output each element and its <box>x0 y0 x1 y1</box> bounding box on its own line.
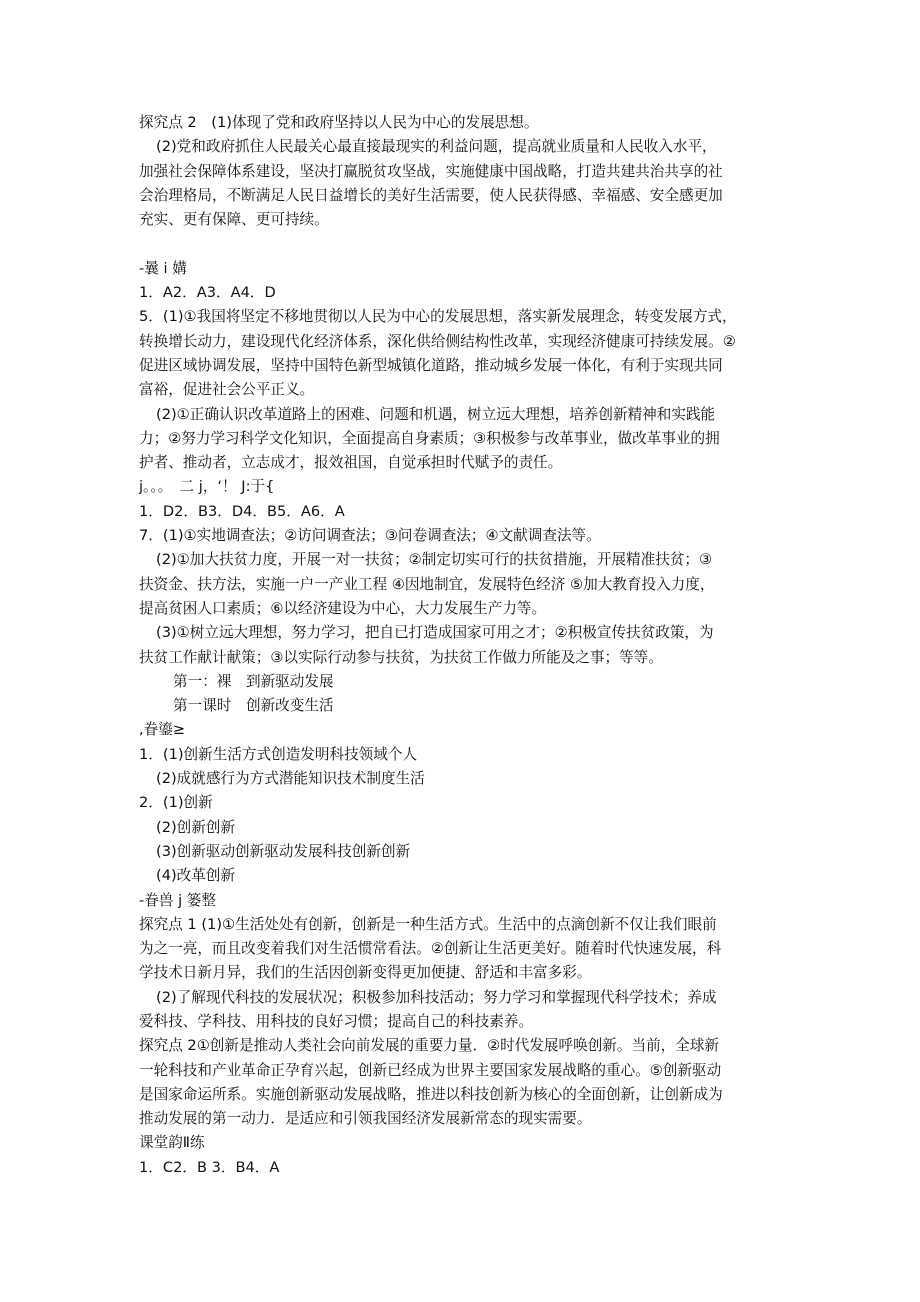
answer-line: 2．(1)创新 <box>139 794 213 812</box>
text-line: 是国家命运所系。实施创新驱动发展战略，推进以科技创新为核心的全面创新，让创新成为 <box>139 1085 723 1103</box>
text-line: 提高贫困人口素质；⑥以经济建设为中心，大力发展生产力等。 <box>139 599 547 617</box>
text-line: 扶贫工作献计献策；③以实际行动参与扶贫，为扶贫工作做力所能及之事；等等。 <box>139 648 663 666</box>
text-line: 推动发展的第一动力．是适应和引领我国经济发展新常态的现实需要。 <box>139 1110 592 1128</box>
blank-line <box>139 232 782 256</box>
document-body <box>139 111 782 1180</box>
section-heading: j。。。 二 j，‘！ J:于{ <box>139 478 275 496</box>
answer-line: (3)创新驱动创新驱动发展科技创新创新 <box>156 842 411 860</box>
text-line: (2)了解现代科技的发展状况；积极参加科技活动；努力学习和掌握现代科学技术；养成 <box>156 988 717 1006</box>
text-line: 学技术日新月异，我们的生活因创新变得更加便捷、舒适和丰富多彩。 <box>139 964 592 982</box>
text-line: 一轮科技和产业革命正孕育兴起，创新已经成为世界主要国家发展战略的重心。⑤创新驱动 <box>139 1061 722 1079</box>
section-heading: ,眷鎏≥ <box>139 721 186 739</box>
answer-line: 1．C2．B 3．B4．A <box>139 1158 280 1176</box>
unit-title: 第一：裸 到新驱动发展 <box>173 672 334 690</box>
text-line: (2)①加大扶贫力度，开展一对一扶贫；②制定切实可行的扶贫措施，开展精准扶贫；③ <box>156 551 713 569</box>
section-heading: -眷兽 j 篓整 <box>139 891 216 909</box>
section-heading: -曩 i 媾 <box>139 259 187 277</box>
text-line: (3)①树立远大理想，努力学习，把自已打造成国家可用之才；②积极宣传扶贫政策，为 <box>156 624 714 642</box>
text-line: 5．(1)①我国将坚定不移地贯彻以人民为中心的发展思想，落实新发展理念，转变发展方式， <box>139 308 737 326</box>
answer-line: (2)创新创新 <box>156 818 236 836</box>
text-line: 7．(1)①实地调查法；②访问调查法；③问卷调查法；④文献调查法等。 <box>139 527 601 545</box>
text-line: 加强社会保障体系建设，坚决打赢脱贫攻坚战，实施健康中国战略，打造共建共治共享的社 <box>139 162 723 180</box>
answer-line: 1．(1)创新生活方式创造发明科技领域个人 <box>139 745 418 763</box>
text-line: 为之一亮，而且改变着我们对生活惯常看法。②创新让生活更美好。随着时代快速发展，科 <box>139 940 722 958</box>
answer-line: (4)改革创新 <box>156 867 236 885</box>
text-line: 护者、推动者，立志成才，报效祖国，自觉承担时代赋予的责任。 <box>139 454 563 472</box>
text-line: 会治理格局，不断满足人民日益增长的美好生活需要，使人民获得感、幸福感、安全感更加 <box>139 186 723 204</box>
text-line: 探究点 2①创新是推动人类社会向前发展的重要力量．②时代发展呼唤创新。当前，全球新 <box>139 1037 720 1055</box>
text-line: 力；②努力学习科学文化知识，全面提高自身素质；③积极参与改革事业，做改革事业的拥 <box>139 429 720 447</box>
answer-line: 1．D2．B3．D4．B5．A6．A <box>139 502 345 520</box>
text-line: 探究点 1 (1)①生活处处有创新，创新是一种生活方式。生活中的点滴创新不仅让我们眼前 <box>139 915 717 933</box>
text-line: 富裕，促进社会公平正义。 <box>139 381 315 399</box>
text-line: 爱科技、学科技、用科技的良好习惯；提高自己的科技素养。 <box>139 1012 534 1030</box>
text-line: 促进区域协调发展，坚持中国特色新型城镇化道路，推动城乡发展一体化，有利于实现共同 <box>139 356 723 374</box>
lesson-title: 第一课时 创新改变生活 <box>173 697 334 715</box>
section-heading: 课堂韵Ⅱ练 <box>139 1134 205 1152</box>
answer-line: 1．A2．A3．A4．D <box>139 284 276 302</box>
answer-line: (2)成就感行为方式潜能知识技术制度生活 <box>156 770 425 788</box>
text-line: (2)党和政府抓住人民最关心最直接最现实的利益问题，提高就业质量和人民收入水平， <box>156 138 717 156</box>
text-line: 充实、更有保障、更可持续。 <box>139 211 329 229</box>
text-line: (2)①正确认识改革道路上的困难、问题和机遇，树立远大理想，培养创新精神和实践能 <box>156 405 716 423</box>
text-line: 探究点 2 (1)体现了党和政府坚持以人民为中心的发展思想。 <box>139 114 539 131</box>
text-line: 转换增长动力，建设现代化经济体系，深化供给侧结构性改革，实现经济健康可持续发展。② <box>139 332 736 350</box>
text-line: 扶资金、扶方法，实施一户一产业工程 ④因地制宜，发展特色经济 ⑤加大教育投入力度， <box>139 575 715 593</box>
